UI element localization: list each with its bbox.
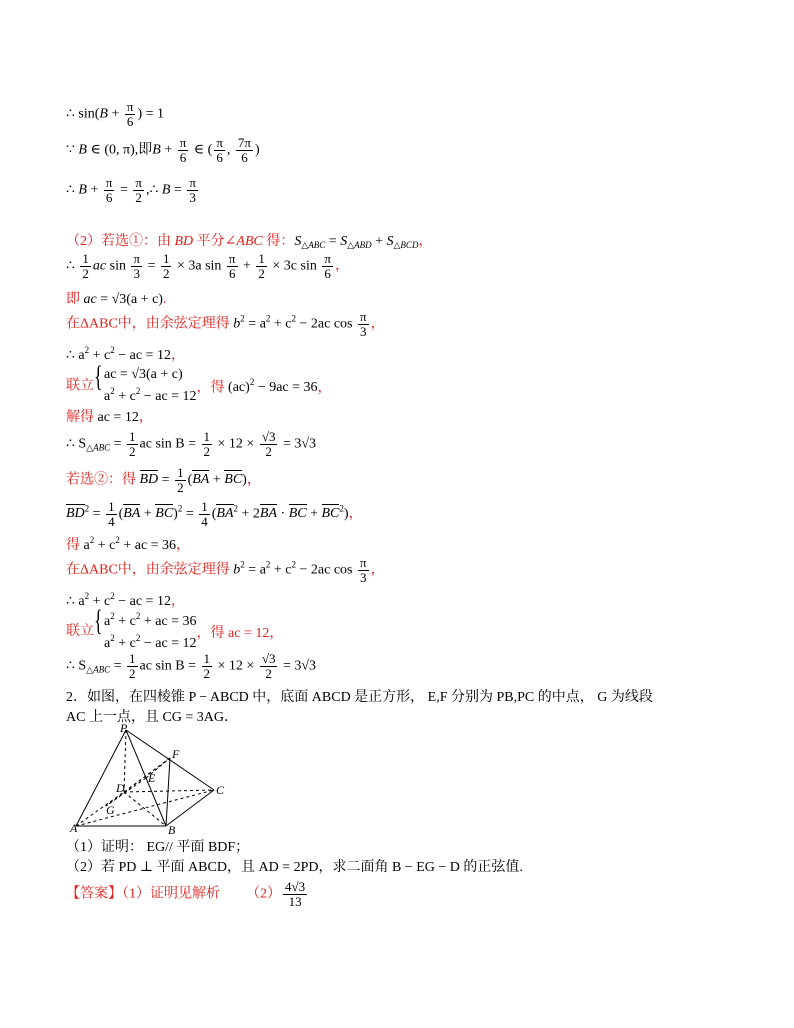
system-1: 联立 { ac = √3(a + c) $a^2 + c^2$ − ac = 12 ，得 (ac)$^2$ − 9ac = 36， [66, 360, 332, 404]
area-equation: ∴ $\frac{1}{2}$ ac sin $\frac{\pi}{3}$ = $\frac{1}{2}$ × 3a sin $\frac{\pi}{6}$ + $\frac{1}{2}$ × 3c sin $\frac{\pi}{6}$ ， [66, 251, 349, 281]
label-A: A [70, 821, 78, 834]
line-sin: ∴ sin(B + $\frac{\pi}{6}$ ) = 1 [66, 99, 165, 129]
label-P: P [120, 722, 128, 735]
label-G: G [106, 803, 115, 817]
line-range: ∵ B ∈ (0, π),即B + $\frac{\pi}{6}$ ∈ ( $\frac{\pi}{6}$ , $\frac{7\pi}{6}$ ) [66, 135, 260, 165]
label-E: E [148, 771, 156, 785]
system-2: 联立 { $a^2 + c^2$ + ac = 36 $a^2 + c^2$ − ac = 12 ，得 ac = 12， [66, 604, 284, 651]
question-2-line1: 2．如图，在四棱锥 P − ABCD 中，底面 ABCD 是正方形， E,F 分别为 PB,PC 的中点， G 为线段 [66, 690, 653, 705]
cosine-rule-2: 在ΔABC中，由余弦定理得 $b^2 = a^2 + c^2 - 2ac$ cos $\frac{\pi}{3}$ ， [66, 555, 385, 585]
option1-heading: （2）若选①：由 BD 平分∠ABC 得：$S_{\triangle ABC} = S_{\triangle ABD} + S_{\triangle BCD}$， [66, 234, 433, 250]
sub-question-2: （2）若 PD ⊥ 平面 ABCD，且 AD = 2PD，求二面角 B − EG − D 的正弦值. [66, 860, 523, 875]
area-result-1: ∴ $S_{\triangle ABC}$ = $\frac{1}{2}$ ac sin B = $\frac{1}{2}$ × 12 × $\frac{√3}{2}$ = 3√3 [66, 429, 317, 459]
label-B: B [168, 823, 176, 834]
question-2-line2: AC 上一点，且 CG = 3AG． [66, 710, 239, 725]
got-36: 得 $a^2 + c^2$ + ac = 36， [66, 535, 191, 553]
result-1: ∴ $a^2 + c^2$ − ac = 12， [66, 345, 185, 363]
line-B-value: ∴ B + $\frac{\pi}{6}$ = $\frac{\pi}{2}$ ,∴ B = $\frac{\pi}{3}$ [66, 175, 196, 205]
label-F: F [172, 747, 180, 761]
result-2: ∴ $a^2 + c^2$ − ac = 12， [66, 591, 185, 609]
label-D: D [116, 781, 125, 795]
answer-line: 【答案】（1）证明见解析 （2） $\frac{4√3}{13}$ [66, 879, 306, 909]
solve-line: 解得 ac = 12， [66, 410, 153, 425]
line-ji: 即 ac = √3(a + c). [66, 292, 167, 307]
cosine-rule-1: 在ΔABC中，由余弦定理得 $b^2 = a^2 + c^2 - 2ac$ cos $\frac{\pi}{3}$ ， [66, 309, 385, 339]
pyramid-figure [66, 722, 236, 834]
vector-square: $BD^2$ = $\frac{1}{4}$ (BA + BC)$^2$ = $\frac{1}{4}$ ($BA^2 + 2BA$ · BC + $BC^2$)， [66, 499, 363, 529]
area-result-2: ∴ $S_{\triangle ABC}$ = $\frac{1}{2}$ ac sin B = $\frac{1}{2}$ × 12 × $\frac{√3}{2}$ = 3√3 [66, 651, 317, 681]
label-C: C [216, 783, 225, 797]
option2-heading: 若选②：得 BD = $\frac{1}{2}$ (BA + BC)， [66, 465, 261, 495]
sub-question-1: （1）证明： EG// 平面 BDF； [66, 840, 250, 855]
